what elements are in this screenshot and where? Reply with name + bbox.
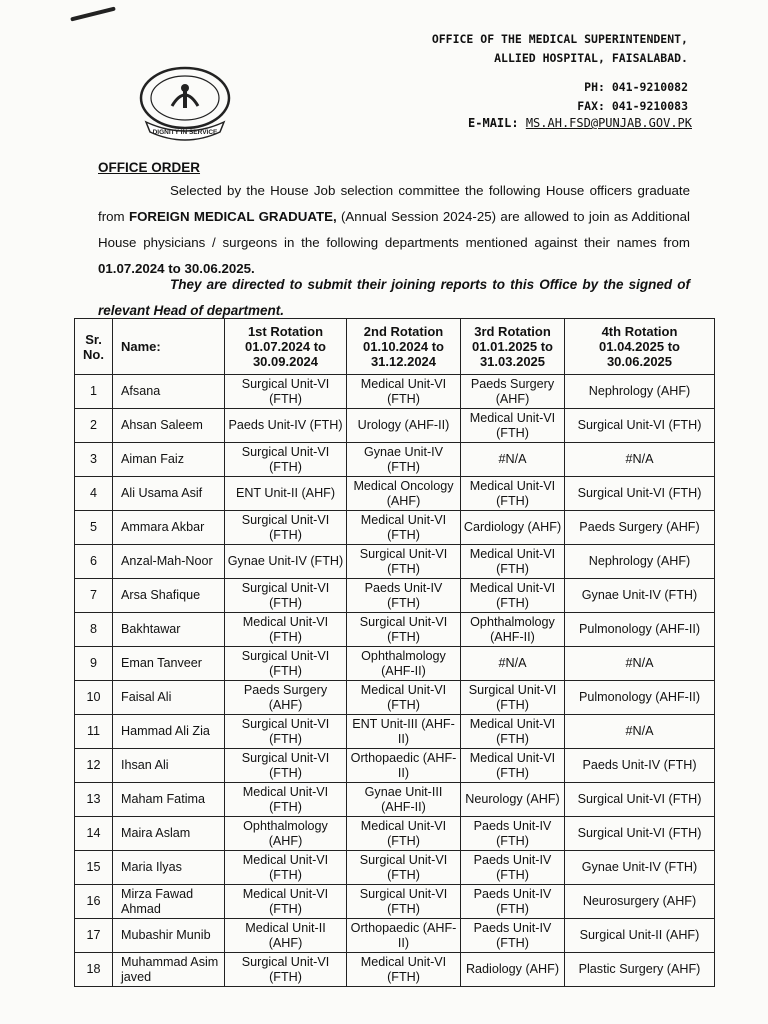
rotation-2-cell: Medical Oncology (AHF) <box>347 477 461 511</box>
sr-no-cell: 8 <box>75 613 113 647</box>
phone-number: PH: 041-9210082 <box>584 80 688 94</box>
rotation-3-cell: Medical Unit-VI (FTH) <box>461 409 565 443</box>
table-row <box>75 783 715 817</box>
sr-no-cell: 11 <box>75 715 113 749</box>
rotation-2-cell: Medical Unit-VI (FTH) <box>347 953 461 987</box>
directive-text: They are directed to submit their joining reports to this Office by the signed of relevant Head of department. <box>98 277 690 318</box>
rotation-1-cell: Medical Unit-VI (FTH) <box>225 885 347 919</box>
rotation-4-cell: Nephrology (AHF) <box>565 375 715 409</box>
rotation-4-cell: Neurosurgery (AHF) <box>565 885 715 919</box>
rotation-3-cell: Radiology (AHF) <box>461 953 565 987</box>
rotation-3-cell: #N/A <box>461 647 565 681</box>
name-cell: Afsana <box>113 375 225 409</box>
table-row <box>75 851 715 885</box>
table-row <box>75 375 715 409</box>
order-paragraph <box>98 178 690 282</box>
order-text-2: (Annual Session 2024-25) are allowed to join as Additional House physicians / surgeons in the following departments mentioned against their names from <box>98 209 690 250</box>
table-row <box>75 749 715 783</box>
sr-no-cell: 14 <box>75 817 113 851</box>
sr-no-cell: 9 <box>75 647 113 681</box>
rotation-1-cell: Medical Unit-VI (FTH) <box>225 613 347 647</box>
rotation-2-cell: Orthopaedic (AHF-II) <box>347 749 461 783</box>
name-cell: Maria Ilyas <box>113 851 225 885</box>
table-row <box>75 477 715 511</box>
rotation-3-cell: Paeds Unit-IV (FTH) <box>461 919 565 953</box>
rotation-3-cell: Paeds Unit-IV (FTH) <box>461 851 565 885</box>
sr-no-cell: 18 <box>75 953 113 987</box>
table-row <box>75 511 715 545</box>
rotation-4-cell: #N/A <box>565 647 715 681</box>
email-address[interactable]: MS.AH.FSD@PUNJAB.GOV.PK <box>525 116 692 130</box>
rotation-1-cell: Medical Unit-VI (FTH) <box>225 783 347 817</box>
table-body <box>75 375 715 987</box>
rotation-3-cell: Paeds Surgery (AHF) <box>461 375 565 409</box>
rotation-3-cell: Ophthalmology (AHF-II) <box>461 613 565 647</box>
email-label: E-MAIL: <box>468 116 519 130</box>
rotation-1-cell: Medical Unit-VI (FTH) <box>225 851 347 885</box>
rotation-3-cell: Neurology (AHF) <box>461 783 565 817</box>
rotation-3-cell: Medical Unit-VI (FTH) <box>461 477 565 511</box>
sr-no-cell: 10 <box>75 681 113 715</box>
rotation-1-cell: Medical Unit-II (AHF) <box>225 919 347 953</box>
rotation-2-cell: Surgical Unit-VI (FTH) <box>347 545 461 579</box>
rotation-1-cell: Surgical Unit-VI (FTH) <box>225 647 347 681</box>
name-cell: Ahsan Saleem <box>113 409 225 443</box>
office-line2: ALLIED HOSPITAL, FAISALABAD. <box>494 51 688 65</box>
sr-no-cell: 2 <box>75 409 113 443</box>
rotation-1-cell: ENT Unit-II (AHF) <box>225 477 347 511</box>
rotation-3-cell: Medical Unit-VI (FTH) <box>461 579 565 613</box>
rotation-2-cell: Surgical Unit-VI (FTH) <box>347 613 461 647</box>
rotation-1-cell: Surgical Unit-VI (FTH) <box>225 953 347 987</box>
table-header-row <box>75 319 715 375</box>
name-cell: Ali Usama Asif <box>113 477 225 511</box>
sr-no-cell: 13 <box>75 783 113 817</box>
header-rotation-1: 1st Rotation 01.07.2024 to 30.09.2024 <box>225 319 347 375</box>
name-cell: Mubashir Munib <box>113 919 225 953</box>
rotation-1-cell: Ophthalmology (AHF) <box>225 817 347 851</box>
table-row <box>75 953 715 987</box>
rotation-1-cell: Surgical Unit-VI (FTH) <box>225 715 347 749</box>
rotation-1-cell: Surgical Unit-VI (FTH) <box>225 443 347 477</box>
order-dates: 01.07.2024 to 30.06.2025. <box>98 261 255 276</box>
name-cell: Ammara Akbar <box>113 511 225 545</box>
table-row <box>75 647 715 681</box>
rotation-1-cell: Surgical Unit-VI (FTH) <box>225 579 347 613</box>
rotation-4-cell: Surgical Unit-VI (FTH) <box>565 817 715 851</box>
name-cell: Mirza Fawad Ahmad <box>113 885 225 919</box>
rotation-3-cell: Medical Unit-VI (FTH) <box>461 715 565 749</box>
rotation-3-cell: Cardiology (AHF) <box>461 511 565 545</box>
rotation-1-cell: Paeds Surgery (AHF) <box>225 681 347 715</box>
rotation-2-cell: Paeds Unit-IV (FTH) <box>347 579 461 613</box>
rotation-3-cell: Surgical Unit-VI (FTH) <box>461 681 565 715</box>
rotation-1-cell: Surgical Unit-VI (FTH) <box>225 749 347 783</box>
rotation-3-cell: Medical Unit-VI (FTH) <box>461 545 565 579</box>
hospital-logo <box>132 62 238 142</box>
rotation-2-cell: Medical Unit-VI (FTH) <box>347 375 461 409</box>
table-row <box>75 681 715 715</box>
sr-no-cell: 16 <box>75 885 113 919</box>
sr-no-cell: 12 <box>75 749 113 783</box>
rotation-1-cell: Paeds Unit-IV (FTH) <box>225 409 347 443</box>
name-cell: Muhammad Asim javed <box>113 953 225 987</box>
rotation-4-cell: Pulmonology (AHF-II) <box>565 681 715 715</box>
name-cell: Arsa Shafique <box>113 579 225 613</box>
office-line1: OFFICE OF THE MEDICAL SUPERINTENDENT, <box>431 32 688 46</box>
rotation-4-cell: Surgical Unit-VI (FTH) <box>565 409 715 443</box>
rotation-2-cell: Urology (AHF-II) <box>347 409 461 443</box>
table-row <box>75 817 715 851</box>
header-rotation-3: 3rd Rotation 01.01.2025 to 31.03.2025 <box>461 319 565 375</box>
rotation-2-cell: Surgical Unit-VI (FTH) <box>347 851 461 885</box>
header-name: Name: <box>113 319 225 375</box>
name-cell: Bakhtawar <box>113 613 225 647</box>
header-sr-no: Sr. No. <box>75 319 113 375</box>
rotation-2-cell: Gynae Unit-IV (FTH) <box>347 443 461 477</box>
rotation-4-cell: Plastic Surgery (AHF) <box>565 953 715 987</box>
rotation-4-cell: Surgical Unit-II (AHF) <box>565 919 715 953</box>
table-row <box>75 885 715 919</box>
rotation-1-cell: Surgical Unit-VI (FTH) <box>225 375 347 409</box>
rotation-4-cell: Surgical Unit-VI (FTH) <box>565 783 715 817</box>
rotation-table <box>74 318 715 987</box>
name-cell: Faisal Ali <box>113 681 225 715</box>
pen-mark <box>70 6 116 21</box>
rotation-4-cell: Surgical Unit-VI (FTH) <box>565 477 715 511</box>
sr-no-cell: 1 <box>75 375 113 409</box>
sr-no-cell: 15 <box>75 851 113 885</box>
rotation-4-cell: Paeds Unit-IV (FTH) <box>565 749 715 783</box>
sr-no-cell: 5 <box>75 511 113 545</box>
sr-no-cell: 6 <box>75 545 113 579</box>
name-cell: Anzal-Mah-Noor <box>113 545 225 579</box>
rotation-3-cell: #N/A <box>461 443 565 477</box>
rotation-2-cell: Medical Unit-VI (FTH) <box>347 511 461 545</box>
rotation-1-cell: Gynae Unit-IV (FTH) <box>225 545 347 579</box>
rotation-2-cell: ENT Unit-III (AHF-II) <box>347 715 461 749</box>
office-order-heading: OFFICE ORDER <box>98 160 201 175</box>
sr-no-cell: 7 <box>75 579 113 613</box>
rotation-4-cell: Pulmonology (AHF-II) <box>565 613 715 647</box>
email-line <box>468 116 692 130</box>
name-cell: Ihsan Ali <box>113 749 225 783</box>
rotation-2-cell: Ophthalmology (AHF-II) <box>347 647 461 681</box>
rotation-3-cell: Paeds Unit-IV (FTH) <box>461 817 565 851</box>
name-cell: Hammad Ali Zia <box>113 715 225 749</box>
table-row <box>75 443 715 477</box>
order-text-bold: FOREIGN MEDICAL GRADUATE, <box>128 209 337 224</box>
rotation-4-cell: Nephrology (AHF) <box>565 545 715 579</box>
rotation-2-cell: Medical Unit-VI (FTH) <box>347 817 461 851</box>
rotation-3-cell: Paeds Unit-IV (FTH) <box>461 885 565 919</box>
rotation-4-cell: Gynae Unit-IV (FTH) <box>565 579 715 613</box>
table-row <box>75 409 715 443</box>
rotation-4-cell: #N/A <box>565 715 715 749</box>
rotation-2-cell: Surgical Unit-VI (FTH) <box>347 885 461 919</box>
name-cell: Aiman Faiz <box>113 443 225 477</box>
table-row <box>75 715 715 749</box>
table-row <box>75 579 715 613</box>
rotation-2-cell: Orthopaedic (AHF-II) <box>347 919 461 953</box>
sr-no-cell: 3 <box>75 443 113 477</box>
header-rotation-4: 4th Rotation 01.04.2025 to 30.06.2025 <box>565 319 715 375</box>
name-cell: Maira Aslam <box>113 817 225 851</box>
name-cell: Maham Fatima <box>113 783 225 817</box>
sr-no-cell: 4 <box>75 477 113 511</box>
table-row <box>75 919 715 953</box>
rotation-4-cell: Gynae Unit-IV (FTH) <box>565 851 715 885</box>
header-rotation-2: 2nd Rotation 01.10.2024 to 31.12.2024 <box>347 319 461 375</box>
fax-number: FAX: 041-9210083 <box>577 99 688 113</box>
name-cell: Eman Tanveer <box>113 647 225 681</box>
office-address <box>432 30 688 116</box>
rotation-2-cell: Medical Unit-VI (FTH) <box>347 681 461 715</box>
logo-motto: DIGNITY IN SERVICE <box>152 129 218 136</box>
rotation-4-cell: #N/A <box>565 443 715 477</box>
rotation-1-cell: Surgical Unit-VI (FTH) <box>225 511 347 545</box>
sr-no-cell: 17 <box>75 919 113 953</box>
table-row <box>75 545 715 579</box>
order-text-1: Selected by the House Job selection committee the following House officers graduate from <box>98 183 690 224</box>
rotation-2-cell: Gynae Unit-III (AHF-II) <box>347 783 461 817</box>
rotation-3-cell: Medical Unit-VI (FTH) <box>461 749 565 783</box>
rotation-4-cell: Paeds Surgery (AHF) <box>565 511 715 545</box>
table-row <box>75 613 715 647</box>
